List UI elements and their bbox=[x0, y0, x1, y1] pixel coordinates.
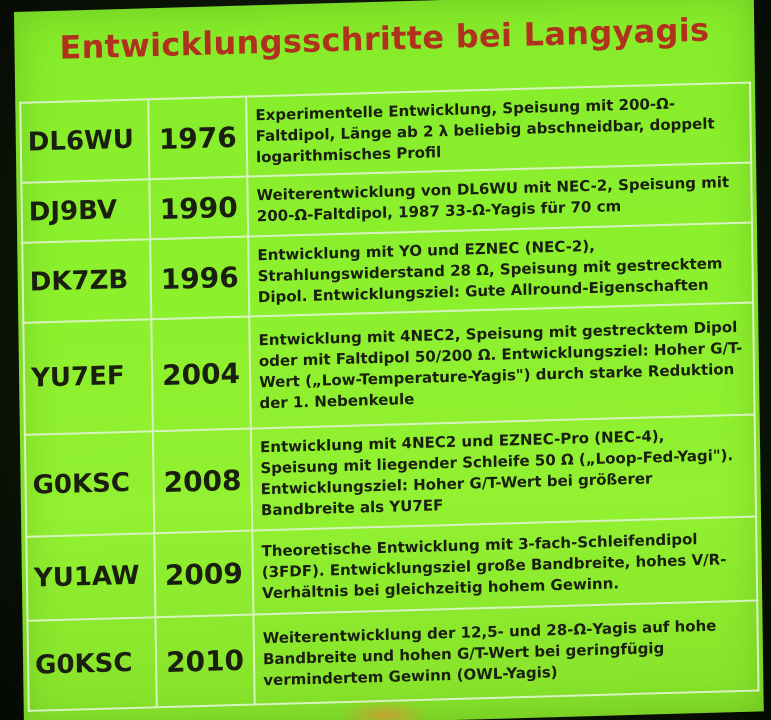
development-table bbox=[19, 81, 759, 711]
description-cell: Entwicklung mit YO und EZNEC (NEC-2), Strahlungswiderstand 28 Ω, Speisung mit gestrecktem Dipol. Entwicklungsziel: Gute Allround-Eigenschaften bbox=[248, 222, 753, 316]
description-cell: Theoretische Entwicklung mit 3-fach-Schleifendipol (3FDF). Entwicklungsziel große Bandbreite, hohes V/R-Verhältnis bei gleichzeitig hohem Gewinn. bbox=[252, 516, 757, 614]
year-cell: 1996 bbox=[150, 237, 249, 320]
callsign-cell: YU1AW bbox=[26, 533, 155, 621]
description-cell: Entwicklung mit 4NEC2 und EZNEC-Pro (NEC-4), Speisung mit liegender Schleife 50 Ω („Loop-Fed-Yagi"). Entwicklungsziel: Hoher G/T-Wert bei größerer Bandbreite als YU7EF bbox=[251, 414, 756, 530]
callsign-cell: YU7EF bbox=[23, 319, 153, 435]
callsign-cell: DJ9BV bbox=[21, 179, 150, 243]
callsign-cell: G0KSC bbox=[28, 617, 157, 711]
table-row bbox=[28, 600, 759, 710]
year-cell: 2004 bbox=[151, 317, 251, 432]
callsign-cell: DL6WU bbox=[20, 99, 149, 183]
year-cell: 2009 bbox=[154, 531, 253, 618]
year-cell: 2008 bbox=[153, 429, 252, 534]
pointer-glare bbox=[340, 700, 430, 720]
table-row bbox=[25, 414, 756, 536]
description-cell: Entwicklung mit 4NEC2, Speisung mit gestrecktem Dipol oder mit Faltdipol 50/200 Ω. Entwicklungsziel: Hoher G/T-Wert („Low-Temperature-Yagis") durch starke Reduktion der 1. Nebenkeule bbox=[249, 302, 754, 428]
slide-title: Entwicklungsschritte bei Langyagis bbox=[59, 10, 710, 67]
description-cell: Weiterentwicklung von DL6WU mit NEC-2, Speisung mit 200-Ω-Faltdipol, 1987 33-Ω-Yagis für 70 cm bbox=[247, 162, 752, 236]
description-cell: Weiterentwicklung der 12,5- und 28-Ω-Yagis auf hohe Bandbreite und hohen G/T-Wert bei geringfügig vermindertem Gewinn (OWL-Yagis) bbox=[253, 600, 758, 704]
callsign-cell: G0KSC bbox=[25, 431, 154, 537]
callsign-cell: DK7ZB bbox=[22, 239, 151, 323]
table-row bbox=[23, 302, 754, 434]
description-cell: Experimentelle Entwicklung, Speisung mit 200-Ω-Faltdipol, Länge ab 2 λ beliebig abschneidbar, doppelt logarithmisches Profil bbox=[246, 82, 751, 176]
year-cell: 2010 bbox=[155, 615, 254, 708]
year-cell: 1990 bbox=[149, 177, 248, 240]
presentation-slide bbox=[14, 0, 764, 720]
year-cell: 1976 bbox=[148, 97, 247, 180]
